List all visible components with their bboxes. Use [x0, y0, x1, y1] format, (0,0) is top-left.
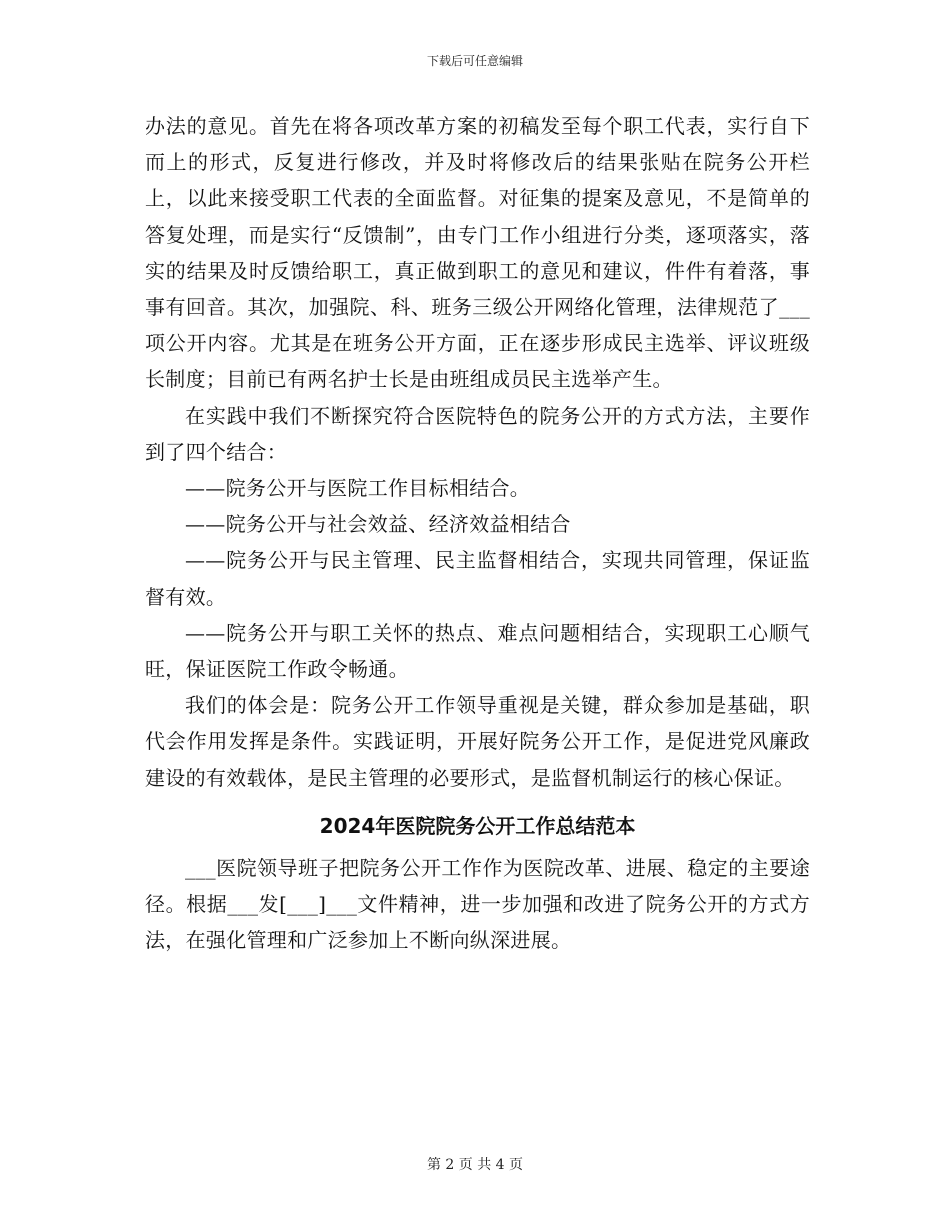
section-title: 2024年医院院务公开工作总结范本	[319, 813, 636, 838]
list-item-combination-4: ——院务公开与职工关怀的热点、难点问题相结合，实现职工心顺气旺，保证医院工作政令畅通。	[145, 620, 810, 682]
list-item-combination-1: ——院务公开与医院工作目标相结合。	[185, 476, 531, 501]
paragraph-experience: 我们的体会是：院务公开工作领导重视是关键，群众参加是基础，职代会作用发挥是条件。实践证明，开展好院务公开工作，是促进党风廉政建设的有效载体，是民主管理的必要形式，是监督机制运行的核心保证。	[145, 693, 810, 790]
page-footer: 第 2 页 共 4 页	[426, 1157, 524, 1173]
list-item-combination-3: ——院务公开与民主管理、民主监督相结合，实现共同管理，保证监督有效。	[145, 548, 810, 609]
list-item-combination-2: ——院务公开与社会效益、经济效益相结合	[185, 512, 571, 537]
paragraph-practice: 在实践中我们不断探究符合医院特色的院务公开的方式方法，主要作到了四个结合：	[145, 403, 810, 464]
paragraph-continuation: 办法的意见。首先在将各项改革方案的初稿发至每个职工代表，实行自下而上的形式，反复进行修改，并及时将修改后的结果张贴在院务公开栏上，以此来接受职工代表的全面监督。对征集的提案及意见，不是简单的答复处理，而是实行“反馈制”，由专门工作小组进行分类，逐项落实，落实的结果及时反馈给职工，真正做到职工的意见和建议，件件有着落，事事有回音。其次，加强院、科、班务三级公开网络化管理，法律规范了___项公开内容。尤其是在班务公开方面，正在逐步形成民主选举、评议班级长制度；目前已有两名护士长是由班组成员民主选举产生。	[145, 114, 810, 392]
document-body	[145, 108, 810, 958]
page-header: 下载后可任意编辑	[426, 54, 523, 68]
paragraph-section-intro: ___医院领导班子把院务公开工作作为医院改革、进展、稳定的主要途径。根据___发[___]___文件精神，进一步加强和改进了院务公开的方式方法，在强化管理和广泛参加上不断向纵深进展。	[145, 855, 810, 953]
